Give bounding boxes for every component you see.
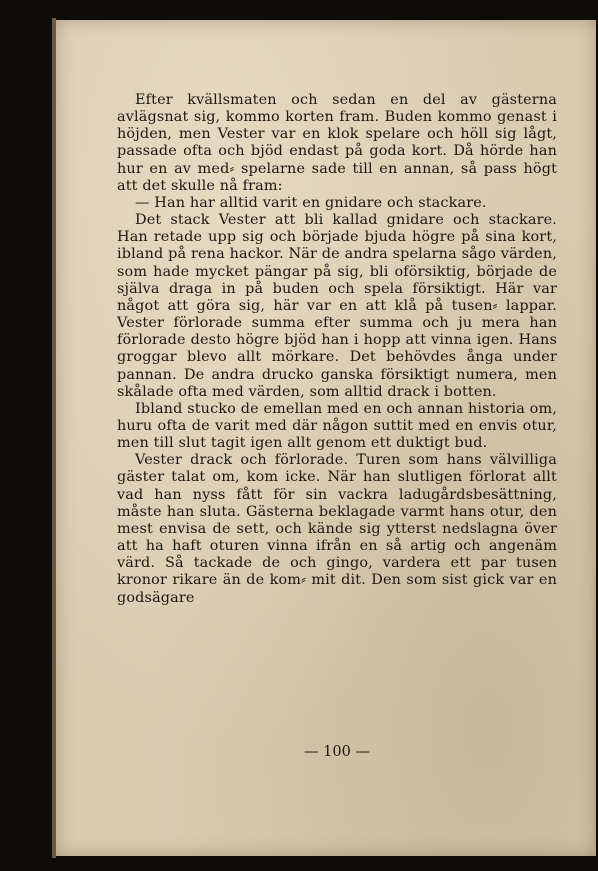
paragraph-2: — Han har alltid varit en gnidare och stackare.	[135, 194, 487, 211]
paragraph-3: Det stack Vester att bli kallad gnidare och stackare. Han retade upp sig och började bjuda högre på sina kort, ibland på rena hackor. När de andra spelarna sågo värden, som hade mycket pängar på sig, bli oförsiktig, började de själva draga in på buden och spela försiktigt. Här var något att göra sig, här var en att klå på tusen⸗ lappar. Vester förlorade summa efter summa och ju mera han förlorade desto högre bjöd han i hopp att vinna igen. Hans groggar blevo allt mörkare. Det behövdes ånga under pannan. De andra drucko ganska försiktigt numera, men skålade ofta med värden, som alltid drack i botten.	[117, 212, 557, 400]
paragraph-4: Ibland stucko de emellan med en och annan historia om, huru ofta de varit med där någon suttit med en envis otur, men till slut tagit igen allt genom ett duktigt bud.	[117, 400, 557, 452]
paragraph-1: Efter kvällsmaten och sedan en del av gästerna avlägsnat sig, kommo korten fram. Buden kommo genast i höjden, men Vester var en klok spelare och höll sig lågt, passade ofta och bjöd endast på goda kort. Då hörde han hur en av med⸗ spelarne sade till en annan, så pass högt att det skulle nå fram:	[117, 92, 557, 194]
paragraph-5: Vester drack och förlorade. Turen som hans välvilliga gäster talat om, kom icke. När han slutligen förlorat allt vad han nyss fått för sin vackra ladugårdsbesättning, måste han sluta. Gästerna beklagade varmt hans otur, den mest envisa de sett, och kände sig ytterst nedslagna över att ha haft oturen vinna ifrån en så artig och angenäm värd. Så tackade de och gingo, vardera ett par tusen kronor rikare än de kom⸗ mit dit. Den som sist gick var en godsägare	[117, 452, 557, 606]
page-number: — 100 —	[304, 744, 370, 760]
page-body-text	[117, 92, 557, 607]
